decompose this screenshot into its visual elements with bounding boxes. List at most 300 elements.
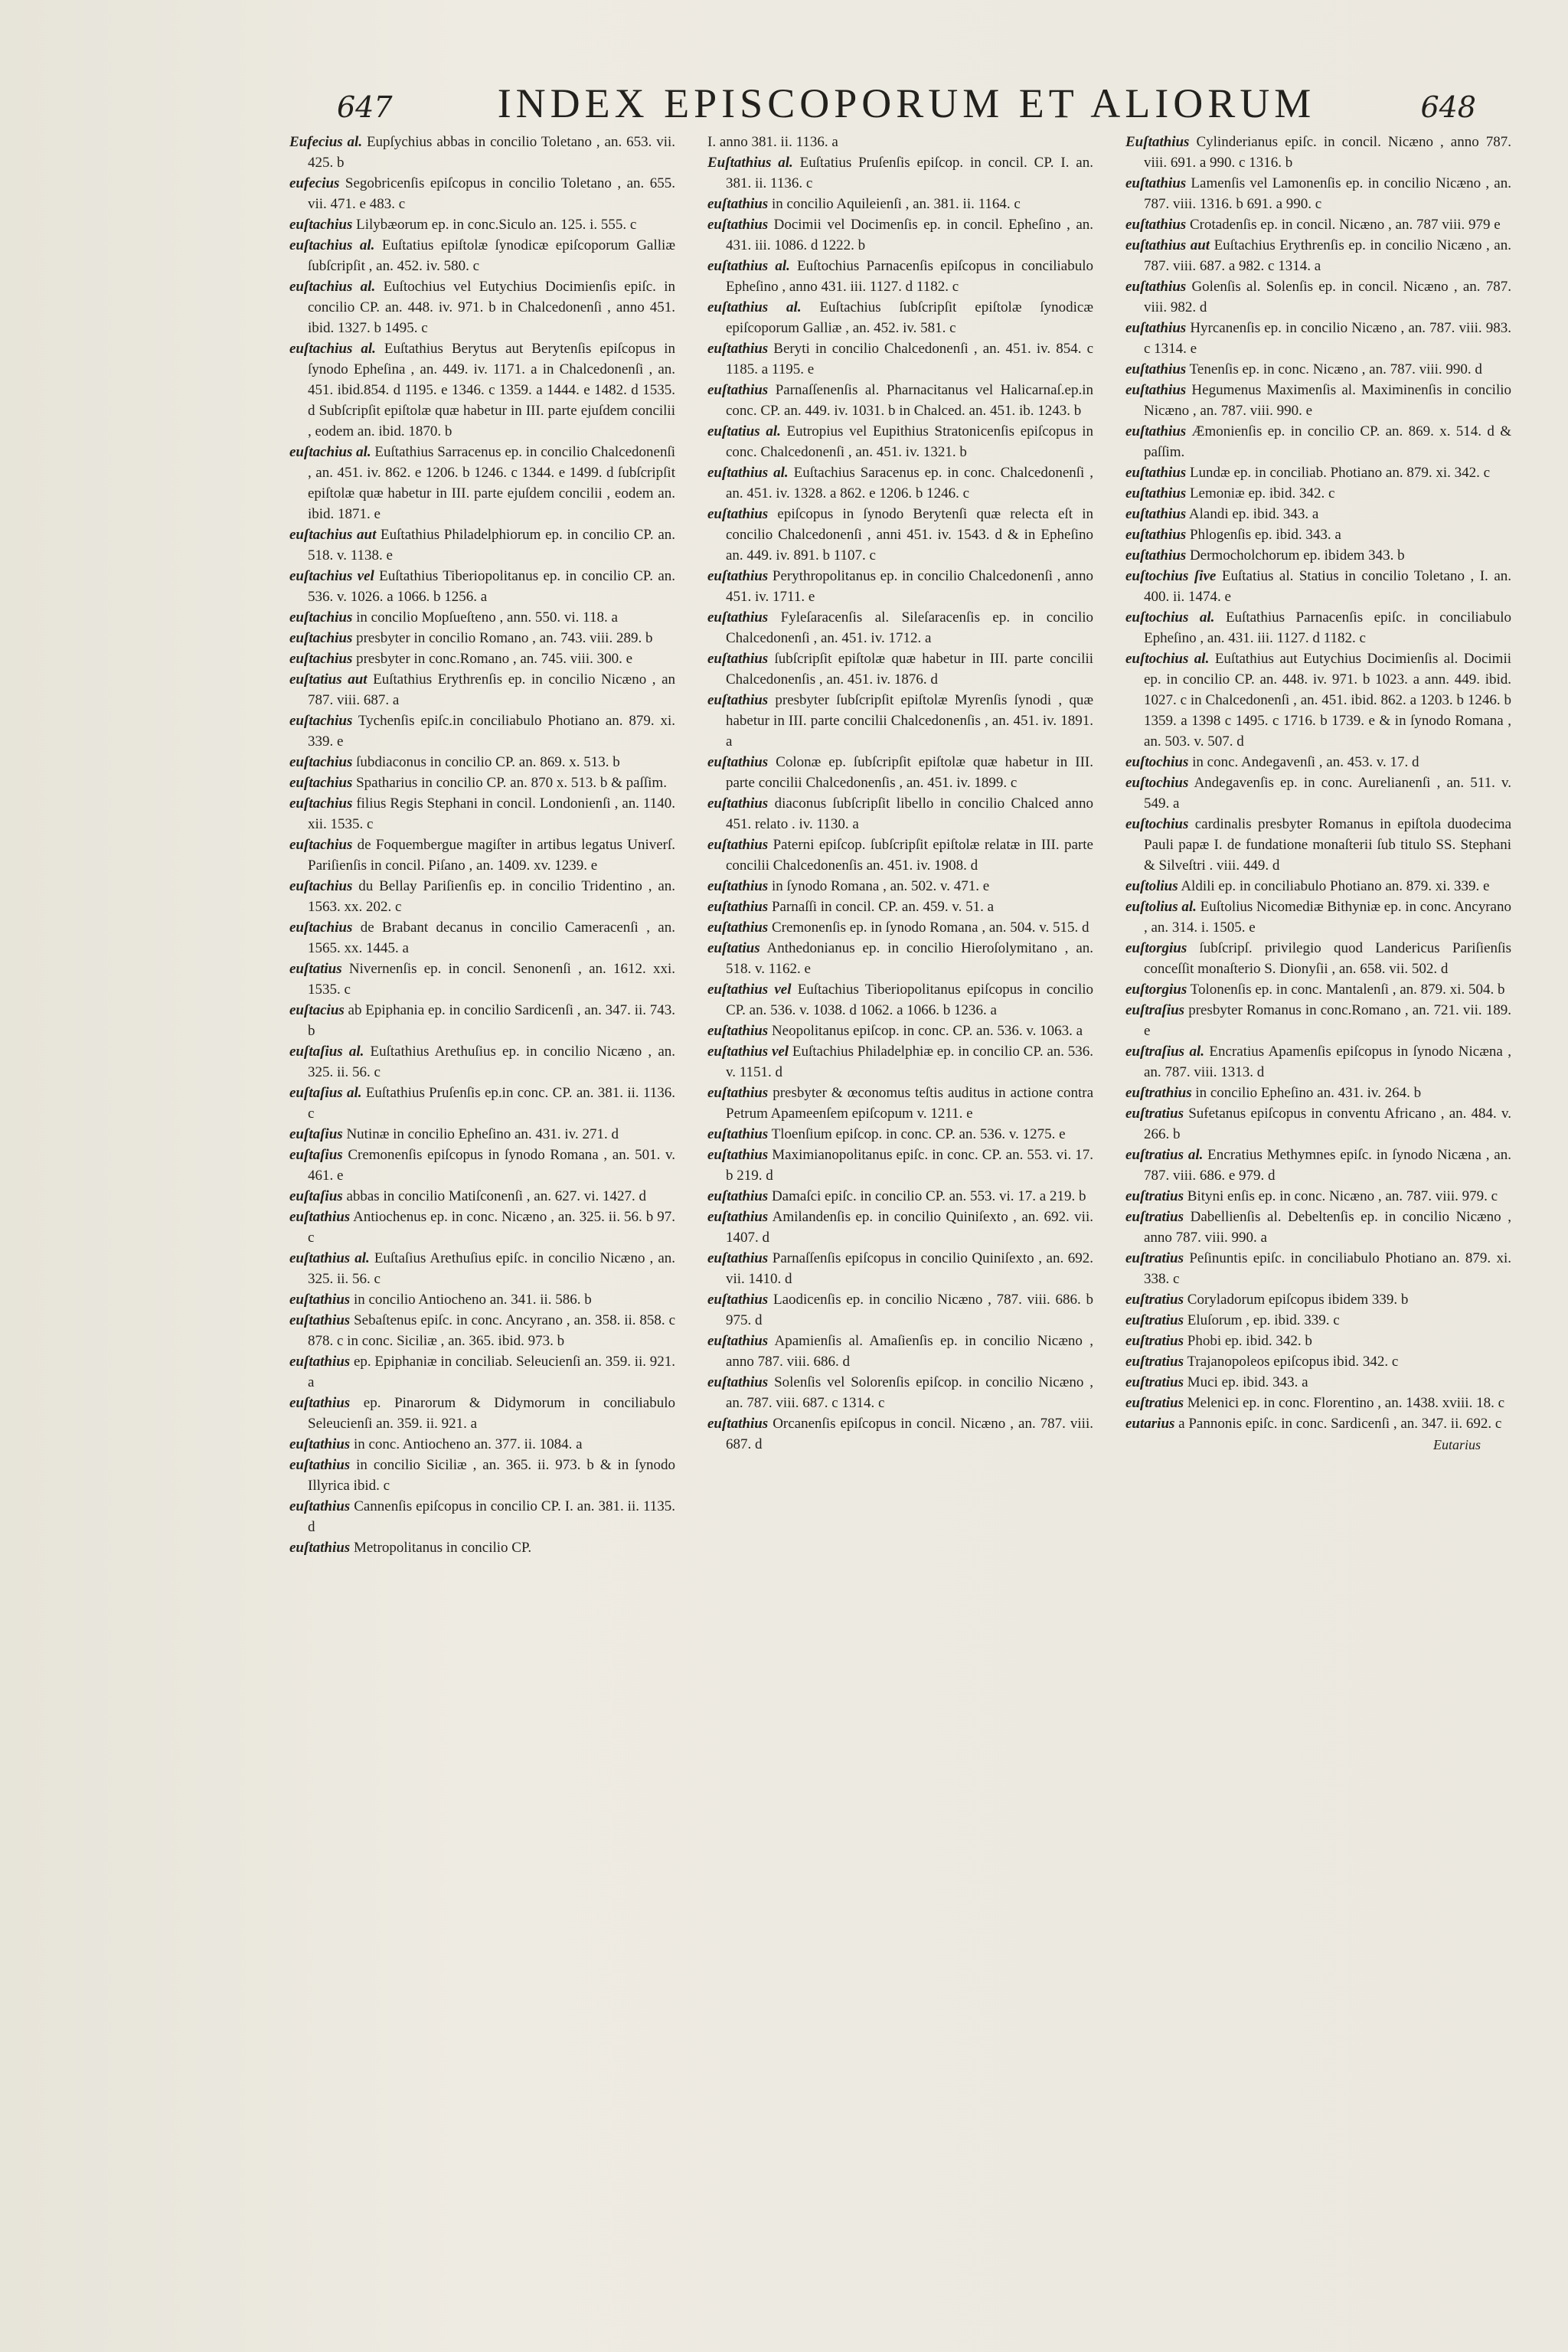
entry-headword: euſtachius — [289, 609, 353, 626]
index-entry — [289, 917, 675, 959]
entry-text: Euſtochius vel Eutychius Docimienſis epiſc. in concilio CP. an. 448. iv. 971. b in Chalcedonenſi , anno 451. ibid. 1327. b 1495. c — [308, 279, 675, 336]
entry-text: Colonæ ep. ſubſcripſit epiſtolæ quæ habetur in III. parte concilii Chalcedonenſis , an. 451. iv. 1899. c — [726, 754, 1093, 791]
entry-text: Euſtachius ſubſcripſit epiſtolæ ſynodicæ epiſcoporum Galliæ , an. 452. iv. 581. c — [726, 299, 1093, 336]
index-entry — [1125, 1372, 1511, 1393]
entry-headword: euſtratius — [1125, 1395, 1184, 1411]
entry-headword: euſtathius — [289, 1354, 351, 1370]
entry-headword: euſtratius — [1125, 1312, 1184, 1328]
index-entry — [289, 442, 675, 524]
index-entry — [289, 338, 675, 442]
entry-text: Euſtathius Berytus aut Berytenſis epiſcopus in ſynodo Epheſina , an. 449. iv. 1171. a in Chalcedonenſi , an. 451. ibid.854. d 1195. e 1346. c 1359. a 1444. e 1482. d 1535. d Subſcripſit epiſtolæ quæ habetur in III. parte ejuſdem concilii , eodem an. ibid. 1870. b — [308, 341, 675, 439]
entry-headword: euſtratius — [1125, 1250, 1184, 1266]
entry-text: ab Epiphania ep. in concilio Sardicenſi , an. 347. ii. 743. b — [308, 1002, 675, 1039]
entry-text: Cremonenſis epiſcopus in ſynodo Romana , an. 501. v. 461. e — [308, 1147, 675, 1184]
index-entry — [1125, 235, 1511, 276]
index-entry — [707, 1021, 1093, 1041]
entry-headword: euſtathius vel — [707, 982, 792, 998]
entry-headword: euſtathius — [707, 1126, 769, 1142]
entry-text: ep. Epiphaniæ in conciliab. Seleucienſi an. 359. ii. 921. a — [308, 1354, 675, 1390]
index-entry — [289, 1083, 675, 1124]
entry-text: Parnaſſenenſis al. Pharnacitanus vel Halicarnaſ.ep.in conc. CP. an. 449. iv. 1031. b in Chalced. an. 451. ib. 1243. b — [726, 382, 1093, 419]
index-entry — [289, 752, 675, 773]
index-entry — [289, 1393, 675, 1434]
index-entry — [707, 607, 1093, 648]
entry-headword: euſtorgius — [1125, 940, 1187, 956]
entry-text: Tloenſium epiſcop. in conc. CP. an. 536. v. 1275. e — [771, 1126, 1066, 1142]
entry-text: du Bellay Pariſienſis ep. in concilio Tridentino , an. 1563. xx. 202. c — [308, 878, 675, 915]
index-entry — [1125, 380, 1511, 421]
index-entry — [289, 773, 675, 793]
entry-headword: euſtratius al. — [1125, 1147, 1204, 1163]
index-entry — [707, 132, 1093, 152]
index-entry — [289, 710, 675, 752]
entry-headword: euſtathius — [707, 341, 769, 357]
index-entry — [289, 648, 675, 669]
entry-headword: euſtachius — [289, 775, 353, 791]
entry-text: Cylinderianus epiſc. in concil. Nicæno , anno 787. viii. 691. a 990. c 1316. b — [1144, 134, 1511, 171]
entry-headword: euſtathius — [707, 651, 769, 667]
entry-headword: euſtathius — [707, 795, 769, 812]
entry-headword: euſtratius — [1125, 1333, 1184, 1349]
entry-text: Andegavenſis ep. in conc. Aurelianenſi , an. 511. v. 549. a — [1144, 775, 1511, 812]
entry-text: Euſtachius Saracenus ep. in conc. Chalcedonenſi , an. 451. iv. 1328. a 862. e 1206. b 1246. c — [726, 465, 1093, 501]
entry-headword: euſtratius — [1125, 1106, 1184, 1122]
index-entry — [1125, 1083, 1511, 1103]
entry-text: Bityni enſis ep. in conc. Nicæno , an. 787. viii. 979. c — [1187, 1188, 1498, 1204]
index-entry — [1125, 1248, 1511, 1289]
entry-headword: euſtathius — [1125, 506, 1187, 522]
index-entry — [1125, 1393, 1511, 1413]
index-entry — [1125, 1103, 1511, 1145]
index-entry — [1125, 1351, 1511, 1372]
index-entry — [1125, 938, 1511, 979]
catchword: Eutarius — [1432, 1437, 1481, 1452]
index-entry — [1125, 318, 1511, 359]
index-entry — [707, 1124, 1093, 1145]
index-entry — [707, 648, 1093, 690]
entry-text: Euſtathius Tiberiopolitanus ep. in concilio CP. an. 536. v. 1026. a 1066. b 1256. a — [308, 568, 675, 605]
entry-text: Euſtathius aut Eutychius Docimienſis al. Docimii ep. in concilio CP. an. 448. iv. 971. b 1023. a ann. 449. ibid. 1027. c in Chalcedonenſi , an. 451. ibid. 862. a 1203. b 1246. b 1359. a 1398 c 1495. c 1716. b 1739. e & in ſynodo Romana , an. 503. v. 507. d — [1144, 651, 1511, 750]
entry-text: Hegumenus Maximenſis al. Maximinenſis in concilio Nicæno , an. 787. viii. 990. e — [1144, 382, 1511, 419]
index-entry — [1125, 524, 1511, 545]
entry-headword: euſtachius — [289, 878, 353, 894]
entry-headword: euſtratius — [1125, 1209, 1184, 1225]
index-entry — [1125, 897, 1511, 938]
entry-text: Fyleſaracenſis al. Sileſaracenſis ep. in concilio Chalcedonenſi , an. 451. iv. 1712. a — [726, 609, 1093, 646]
entry-headword: euſtathius al. — [707, 299, 802, 315]
entry-headword: euſtathius — [707, 1292, 769, 1308]
index-entry — [707, 1413, 1093, 1455]
entry-text: in concilio Mopſueſteno , ann. 550. vi. 118. a — [356, 609, 618, 626]
index-entry — [1125, 648, 1511, 752]
entry-text: Euſtachius Tiberiopolitanus epiſcopus in concilio CP. an. 536. v. 1038. d 1062. a 1066. b 1236. a — [726, 982, 1093, 1018]
index-entry — [1125, 359, 1511, 380]
entry-headword: euſtathius — [707, 878, 769, 894]
entry-text: Euſtathius Philadelphiorum ep. in concilio CP. an. 518. v. 1138. e — [308, 527, 675, 564]
entry-headword: euſtathius — [289, 1312, 351, 1328]
entry-headword: euſtachius — [289, 713, 353, 729]
index-entry — [707, 835, 1093, 876]
entry-headword: euſtathius — [707, 609, 769, 626]
entry-headword: euſtachius — [289, 920, 353, 936]
entry-headword: euſtathius — [707, 920, 769, 936]
entry-text: Damaſci epiſc. in concilio CP. an. 553. vi. 17. a 219. b — [771, 1188, 1086, 1204]
entry-text: Encratius Methymnes epiſc. in ſynodo Nicæna , an. 787. viii. 686. e 979. d — [1144, 1147, 1511, 1184]
entry-text: diaconus ſubſcripſit libello in concilio Chalced anno 451. relato . iv. 1130. a — [726, 795, 1093, 832]
entry-headword: euſtatius aut — [289, 671, 368, 688]
entry-text: Aldili ep. in conciliabulo Photiano an. 879. xi. 339. e — [1181, 878, 1490, 894]
entry-text: Cremonenſis ep. in ſynodo Romana , an. 504. v. 515. d — [771, 920, 1089, 936]
index-entry — [707, 214, 1093, 256]
entry-headword: euſtratius — [1125, 1354, 1184, 1370]
entry-headword: euſtathius — [707, 1085, 769, 1101]
entry-headword: Euſtathius al. — [707, 155, 793, 171]
entry-headword: euſtatius — [707, 940, 760, 956]
entry-text: in conc. Andegavenſi , an. 453. v. 17. d — [1192, 754, 1419, 770]
page-number-left: 647 — [337, 90, 393, 124]
entry-text: Eupſychius abbas in concilio Toletano , an. 653. vii. 425. b — [308, 134, 675, 171]
entry-text: Euſtochius Parnacenſis epiſcopus in conciliabulo Epheſino , anno 431. iii. 1127. d 1182. c — [726, 258, 1093, 295]
entry-text: presbyter in conc.Romano , an. 745. viii. 300. e — [356, 651, 633, 667]
index-entry — [707, 1145, 1093, 1186]
index-entry — [289, 1537, 675, 1558]
index-columns — [289, 132, 1514, 2306]
entry-text: Trajanopoleos epiſcopus ibid. 342. c — [1187, 1354, 1399, 1370]
entry-text: in conc. Antiocheno an. 377. ii. 1084. a — [353, 1436, 583, 1452]
column-2 — [707, 132, 1093, 2306]
entry-headword: euſtachius — [289, 651, 353, 667]
entry-headword: eufecius — [289, 175, 340, 191]
entry-headword: euſtathius — [707, 754, 769, 770]
index-entry — [707, 897, 1093, 917]
entry-headword: euſtaſius al. — [289, 1044, 364, 1060]
entry-headword: euſtathius al. — [707, 258, 790, 274]
entry-headword: euſtochius al. — [1125, 609, 1215, 626]
entry-text: de Brabant decanus in concilio Cameracenſi , an. 1565. xx. 1445. a — [308, 920, 675, 956]
index-entry — [707, 1331, 1093, 1372]
index-entry — [289, 173, 675, 214]
entry-headword: euſtathius — [707, 1023, 769, 1039]
entry-text: Dermocholchorum ep. ibidem 343. b — [1189, 547, 1405, 564]
entry-headword: euſtathius — [707, 899, 769, 915]
entry-text: Sebaſtenus epiſc. in conc. Ancyrano , an. 358. ii. 858. c 878. c in conc. Siciliæ , an. 365. ibid. 973. b — [308, 1312, 675, 1349]
index-entry — [1125, 1289, 1511, 1310]
index-entry — [1125, 1207, 1511, 1248]
entry-headword: euſtathius aut — [1125, 237, 1210, 253]
entry-headword: euſtathius — [707, 1250, 769, 1266]
index-entry — [707, 1083, 1093, 1124]
entry-headword: euſtathius — [1125, 361, 1187, 377]
entry-text: Lilybæorum ep. in conc.Siculo an. 125. i. 555. c — [356, 217, 637, 233]
index-entry — [707, 793, 1093, 835]
entry-text: Anthedonianus ep. in concilio Hieroſolymitano , an. 518. v. 1162. e — [726, 940, 1093, 977]
entry-text: in concilio Epheſino an. 431. iv. 264. b — [1195, 1085, 1422, 1101]
index-entry — [289, 1041, 675, 1083]
entry-headword: euſtathius — [1125, 485, 1187, 501]
entry-headword: euſtathius — [707, 1188, 769, 1204]
column-1 — [289, 132, 675, 2306]
entry-headword: euſtachius — [289, 795, 353, 812]
index-entry — [289, 1434, 675, 1455]
index-entry — [707, 462, 1093, 504]
entry-headword: euſtaſius — [289, 1147, 343, 1163]
entry-headword: euſtachius — [289, 754, 353, 770]
entry-text: Euſtathius Erythrenſis ep. in concilio Nicæno , an 787. viii. 687. a — [308, 671, 675, 708]
index-entry — [707, 917, 1093, 938]
entry-headword: euſtathius — [707, 382, 769, 398]
index-entry — [289, 1000, 675, 1041]
index-entry — [707, 1186, 1093, 1207]
entry-headword: euſtachius — [289, 837, 353, 853]
index-entry — [707, 504, 1093, 566]
index-entry — [1125, 1145, 1511, 1186]
entry-text: Eutropius vel Eupithius Stratonicenſis epiſcopus in conc. Chalcedonenſi , an. 451. iv. 1321. b — [726, 423, 1093, 460]
entry-headword: euſtathius — [289, 1292, 351, 1308]
index-entry — [707, 1041, 1093, 1083]
entry-text: in ſynodo Romana , an. 502. v. 471. e — [771, 878, 990, 894]
index-entry — [289, 214, 675, 235]
entry-headword: euſtathius — [1125, 279, 1187, 295]
index-entry — [1125, 1000, 1511, 1041]
entry-headword: euſtathius — [289, 1457, 351, 1473]
index-entry — [289, 1124, 675, 1145]
entry-headword: euſtathius — [289, 1498, 351, 1514]
entry-text: presbyter & œconomus teſtis auditus in actione contra Petrum Apameenſem epiſcopum v. 1211. e — [726, 1085, 1093, 1122]
index-entry — [289, 1496, 675, 1537]
entry-text: I. anno 381. ii. 1136. a — [707, 134, 838, 150]
entry-headword: euſtathius — [707, 196, 769, 212]
entry-headword: euſtraſius — [1125, 1002, 1185, 1018]
index-entry — [707, 338, 1093, 380]
entry-text: cardinalis presbyter Romanus in epiſtola duodecima Pauli papæ I. de fundatione monaſterii ſub titulo SS. Stephani & Silveſtri . viii. 449. d — [1144, 816, 1511, 874]
entry-headword: euſtatius — [289, 961, 342, 977]
entry-headword: euſtaſius — [289, 1188, 343, 1204]
entry-text: Lamenſis vel Lamonenſis ep. in concilio Nicæno , an. 787. viii. 1316. b 691. a 990. c — [1144, 175, 1511, 212]
index-entry — [289, 876, 675, 917]
entry-text: Laodicenſis ep. in concilio Nicæno , 787. viii. 686. b 975. d — [726, 1292, 1093, 1328]
entry-text: ſubſcripſit epiſtolæ quæ habetur in III. parte concilii Chalcedonenſis , an. 451. iv. 1876. d — [726, 651, 1093, 688]
index-entry — [1125, 773, 1511, 814]
entry-headword: euſtathius — [1125, 465, 1187, 481]
entry-text: Lundæ ep. in conciliab. Photiano an. 879. xi. 342. c — [1189, 465, 1491, 481]
entry-headword: euſtachius al. — [289, 444, 371, 460]
entry-text: in concilio Siciliæ , an. 365. ii. 973. b & in ſynodo Illyrica ibid. c — [308, 1457, 675, 1494]
page-title: INDEX EPISCOPORUM ET ALIORUM — [497, 80, 1316, 126]
entry-headword: euſtathius — [289, 1209, 351, 1225]
index-entry — [1125, 876, 1511, 897]
index-entry — [1125, 421, 1511, 462]
index-entry — [289, 276, 675, 338]
index-entry — [1125, 504, 1511, 524]
index-entry — [707, 380, 1093, 421]
entry-text: Spatharius in concilio CP. an. 870 x. 513. b & paſſim. — [356, 775, 667, 791]
entry-text: Crotadenſis ep. in concil. Nicæno , an. 787 viii. 979 e — [1189, 217, 1501, 233]
entry-text: Peſinuntis epiſc. in conciliabulo Photiano an. 879. xi. 338. c — [1144, 1250, 1511, 1287]
entry-text: ſubdiaconus in concilio CP. an. 869. x. 513. b — [356, 754, 620, 770]
entry-headword: euſtathius — [1125, 175, 1187, 191]
index-entry — [1125, 214, 1511, 235]
entry-text: Æmonienſis ep. in concilio CP. an. 869. x. 514. d & paſſim. — [1144, 423, 1511, 460]
entry-headword: euſtachius al. — [289, 237, 375, 253]
entry-headword: euſtatius al. — [707, 423, 781, 439]
entry-text: Maximianopolitanus epiſc. in conc. CP. an. 553. vi. 17. b 219. d — [726, 1147, 1093, 1184]
entry-headword: euſtaſius — [289, 1126, 343, 1142]
entry-text: presbyter ſubſcripſit epiſtolæ Myrenſis ſynodi , quæ habetur in III. parte concilii Chalcedonenſis , an. 451. iv. 1891. a — [726, 692, 1093, 750]
entry-headword: euſtathius vel — [707, 1044, 789, 1060]
index-entry — [1125, 814, 1511, 876]
index-entry — [1125, 566, 1511, 607]
entry-text: in concilio Antiocheno an. 341. ii. 586. b — [353, 1292, 592, 1308]
index-entry — [1125, 132, 1511, 173]
entry-headword: euſtathius — [707, 506, 769, 522]
index-entry — [289, 524, 675, 566]
entry-headword: euſtorgius — [1125, 982, 1187, 998]
entry-text: Euſtathius Pruſenſis ep.in conc. CP. an. 381. ii. 1136. c — [308, 1085, 675, 1122]
entry-text: Neopolitanus epiſcop. in conc. CP. an. 536. v. 1063. a — [771, 1023, 1083, 1039]
entry-text: Tolonenſis ep. in conc. Mantalenſi , an. 879. xi. 504. b — [1190, 982, 1505, 998]
entry-headword: euſtathius — [707, 1209, 769, 1225]
index-entry — [1125, 545, 1511, 566]
index-entry — [1125, 483, 1511, 504]
index-entry — [1125, 979, 1511, 1000]
entry-text: Euſtatius epiſtolæ ſynodicæ epiſcoporum Galliæ ſubſcripſit , an. 452. iv. 580. c — [308, 237, 675, 274]
entry-text: Hyrcanenſis ep. in concilio Nicæno , an. 787. viii. 983. c 1314. e — [1144, 320, 1511, 357]
index-entry — [707, 194, 1093, 214]
index-entry — [289, 1145, 675, 1186]
index-entry — [707, 1289, 1093, 1331]
entry-text: Antiochenus ep. in conc. Nicæno , an. 325. ii. 56. b 97. c — [308, 1209, 675, 1246]
entry-headword: euſtachius — [289, 630, 353, 646]
index-entry — [707, 979, 1093, 1021]
entry-headword: euſtathius — [707, 568, 769, 584]
entry-text: Euſtatius al. Statius in concilio Toletano , I. an. 400. ii. 1474. e — [1144, 568, 1511, 605]
index-entry — [707, 256, 1093, 297]
index-entry — [289, 1248, 675, 1289]
entry-headword: euſtathius — [289, 1395, 351, 1411]
entry-text: Perythropolitanus ep. in concilio Chalcedonenſi , anno 451. iv. 1711. e — [726, 568, 1093, 605]
index-entry — [707, 566, 1093, 607]
entry-headword: euſtathius — [289, 1436, 351, 1452]
entry-headword: euſtathius — [707, 1147, 769, 1163]
index-entry — [289, 1207, 675, 1248]
index-entry — [289, 669, 675, 710]
entry-text: Eluſorum , ep. ibid. 339. c — [1187, 1312, 1340, 1328]
entry-text: Golenſis al. Solenſis ep. in concil. Nicæno , an. 787. viii. 982. d — [1144, 279, 1511, 315]
entry-text: Tenenſis ep. in conc. Nicæno , an. 787. viii. 990. d — [1189, 361, 1482, 377]
index-entry — [289, 566, 675, 607]
entry-text: Euſtathius Parnacenſis epiſc. in conciliabulo Epheſino , an. 431. iii. 1127. d 1182. c — [1144, 609, 1511, 646]
index-entry — [1125, 1186, 1511, 1207]
entry-headword: euſtachius al. — [289, 341, 376, 357]
index-entry — [707, 152, 1093, 194]
entry-text: de Foquembergue magiſter in artibus legatus Univerſ. Pariſienſis in concil. Piſano , an. 1409. xv. 1239. e — [308, 837, 675, 874]
entry-text: presbyter Romanus in conc.Romano , an. 721. vii. 189. e — [1144, 1002, 1511, 1039]
entry-text: Alandi ep. ibid. 343. a — [1188, 506, 1319, 522]
entry-headword: euſtraſius al. — [1125, 1044, 1204, 1060]
index-entry — [1125, 1331, 1511, 1351]
entry-headword: euſtochius — [1125, 775, 1189, 791]
entry-text: Nivernenſis ep. in concil. Senonenſi , an. 1612. xxi. 1535. c — [308, 961, 675, 998]
index-entry — [707, 690, 1093, 752]
entry-headword: Eufecius al. — [289, 134, 363, 150]
index-entry — [289, 1289, 675, 1310]
entry-headword: euſtathius — [707, 1333, 769, 1349]
entry-text: Encratius Apamenſis epiſcopus in ſynodo Nicæna , an. 787. viii. 1313. d — [1144, 1044, 1511, 1080]
entry-headword: euſtathius — [1125, 217, 1187, 233]
entry-headword: euſtathius — [1125, 527, 1187, 543]
entry-headword: euſtathius al. — [707, 465, 789, 481]
index-entry — [289, 132, 675, 173]
index-entry — [289, 607, 675, 628]
entry-headword: euſtachius aut — [289, 527, 377, 543]
index-entry — [289, 959, 675, 1000]
entry-headword: euſtachius — [289, 217, 353, 233]
entry-headword: euſtathius — [707, 1416, 769, 1432]
entry-text: a Pannonis epiſc. in conc. Sardicenſi , an. 347. ii. 692. c — [1178, 1416, 1502, 1432]
index-entry — [289, 1186, 675, 1207]
index-entry — [289, 793, 675, 835]
entry-headword: euſtathius — [707, 837, 769, 853]
entry-text: Muci ep. ibid. 343. a — [1187, 1374, 1308, 1390]
entry-text: Segobricenſis epiſcopus in concilio Toletano , an. 655. vii. 471. e 483. c — [308, 175, 675, 212]
index-entry — [1125, 1413, 1511, 1434]
entry-headword: euſtochius al. — [1125, 651, 1210, 667]
index-entry — [289, 1310, 675, 1351]
index-entry — [289, 1351, 675, 1393]
entry-text: presbyter in concilio Romano , an. 743. viii. 289. b — [356, 630, 653, 646]
entry-text: Parnaſſi in concil. CP. an. 459. v. 51. a — [771, 899, 995, 915]
entry-text: Beryti in concilio Chalcedonenſi , an. 451. iv. 854. c 1185. a 1195. e — [726, 341, 1093, 377]
index-entry — [707, 752, 1093, 793]
entry-text: Apamienſis al. Amaſienſis ep. in concilio Nicæno , anno 787. viii. 686. d — [726, 1333, 1093, 1370]
entry-headword: euſtathius — [707, 692, 769, 708]
entry-text: Phlogenſis ep. ibid. 343. a — [1189, 527, 1341, 543]
column-3 — [1125, 132, 1511, 2306]
entry-text: Euſtolius Nicomediæ Bithyniæ ep. in conc. Ancyrano , an. 314. i. 1505. e — [1144, 899, 1511, 936]
index-entry — [1125, 1310, 1511, 1331]
entry-text: Docimii vel Docimenſis ep. in concil. Epheſino , an. 431. iii. 1086. d 1222. b — [726, 217, 1093, 253]
entry-headword: euſtathius — [707, 1374, 769, 1390]
entry-text: Euſtachius Philadelphiæ ep. in concilio CP. an. 536. v. 1151. d — [726, 1044, 1093, 1080]
entry-headword: euſtachius vel — [289, 568, 374, 584]
entry-headword: euſtochius ſive — [1125, 568, 1217, 584]
entry-text: Coryladorum epiſcopus ibidem 339. b — [1187, 1292, 1409, 1308]
index-entry — [1125, 1041, 1511, 1083]
entry-headword: euſtrathius — [1125, 1085, 1192, 1101]
index-entry — [1125, 752, 1511, 773]
entry-headword: euſtaſius al. — [289, 1085, 362, 1101]
entry-text: Cannenſis epiſcopus in concilio CP. I. an. 381. ii. 1135. d — [308, 1498, 675, 1535]
index-entry — [707, 421, 1093, 462]
entry-headword: euſtathius — [1125, 547, 1187, 564]
index-entry — [289, 628, 675, 648]
entry-text: Euſtathius Sarracenus ep. in concilio Chalcedonenſi , an. 451. iv. 862. e 1206. b 1246. c 1344. e 1499. d ſubſcripſit epiſtolæ quæ habetur in III. parte ejuſdem concilii , eodem an. ibid. 1871. e — [308, 444, 675, 522]
entry-text: Paterni epiſcop. ſubſcripſit epiſtolæ relatæ in III. parte concilii Chalcedonenſis an. 451. iv. 1908. d — [726, 837, 1093, 874]
entry-headword: euſtathius — [1125, 423, 1187, 439]
entry-text: filius Regis Stephani in concil. Londonienſi , an. 1140. xii. 1535. c — [308, 795, 675, 832]
entry-headword: euſtochius — [1125, 754, 1189, 770]
entry-text: Metropolitanus in concilio CP. — [353, 1540, 532, 1556]
index-entry — [707, 1372, 1093, 1413]
index-entry — [1125, 276, 1511, 318]
entry-headword: euſtathius — [1125, 320, 1187, 336]
page-number-right: 648 — [1420, 90, 1476, 124]
entry-headword: euſtacius — [289, 1002, 345, 1018]
entry-text: Euſtaſius Arethuſius epiſc. in concilio Nicæno , an. 325. ii. 56. c — [308, 1250, 675, 1287]
index-entry — [289, 835, 675, 876]
index-entry — [707, 1248, 1093, 1289]
entry-text: Phobi ep. ibid. 342. b — [1187, 1333, 1312, 1349]
